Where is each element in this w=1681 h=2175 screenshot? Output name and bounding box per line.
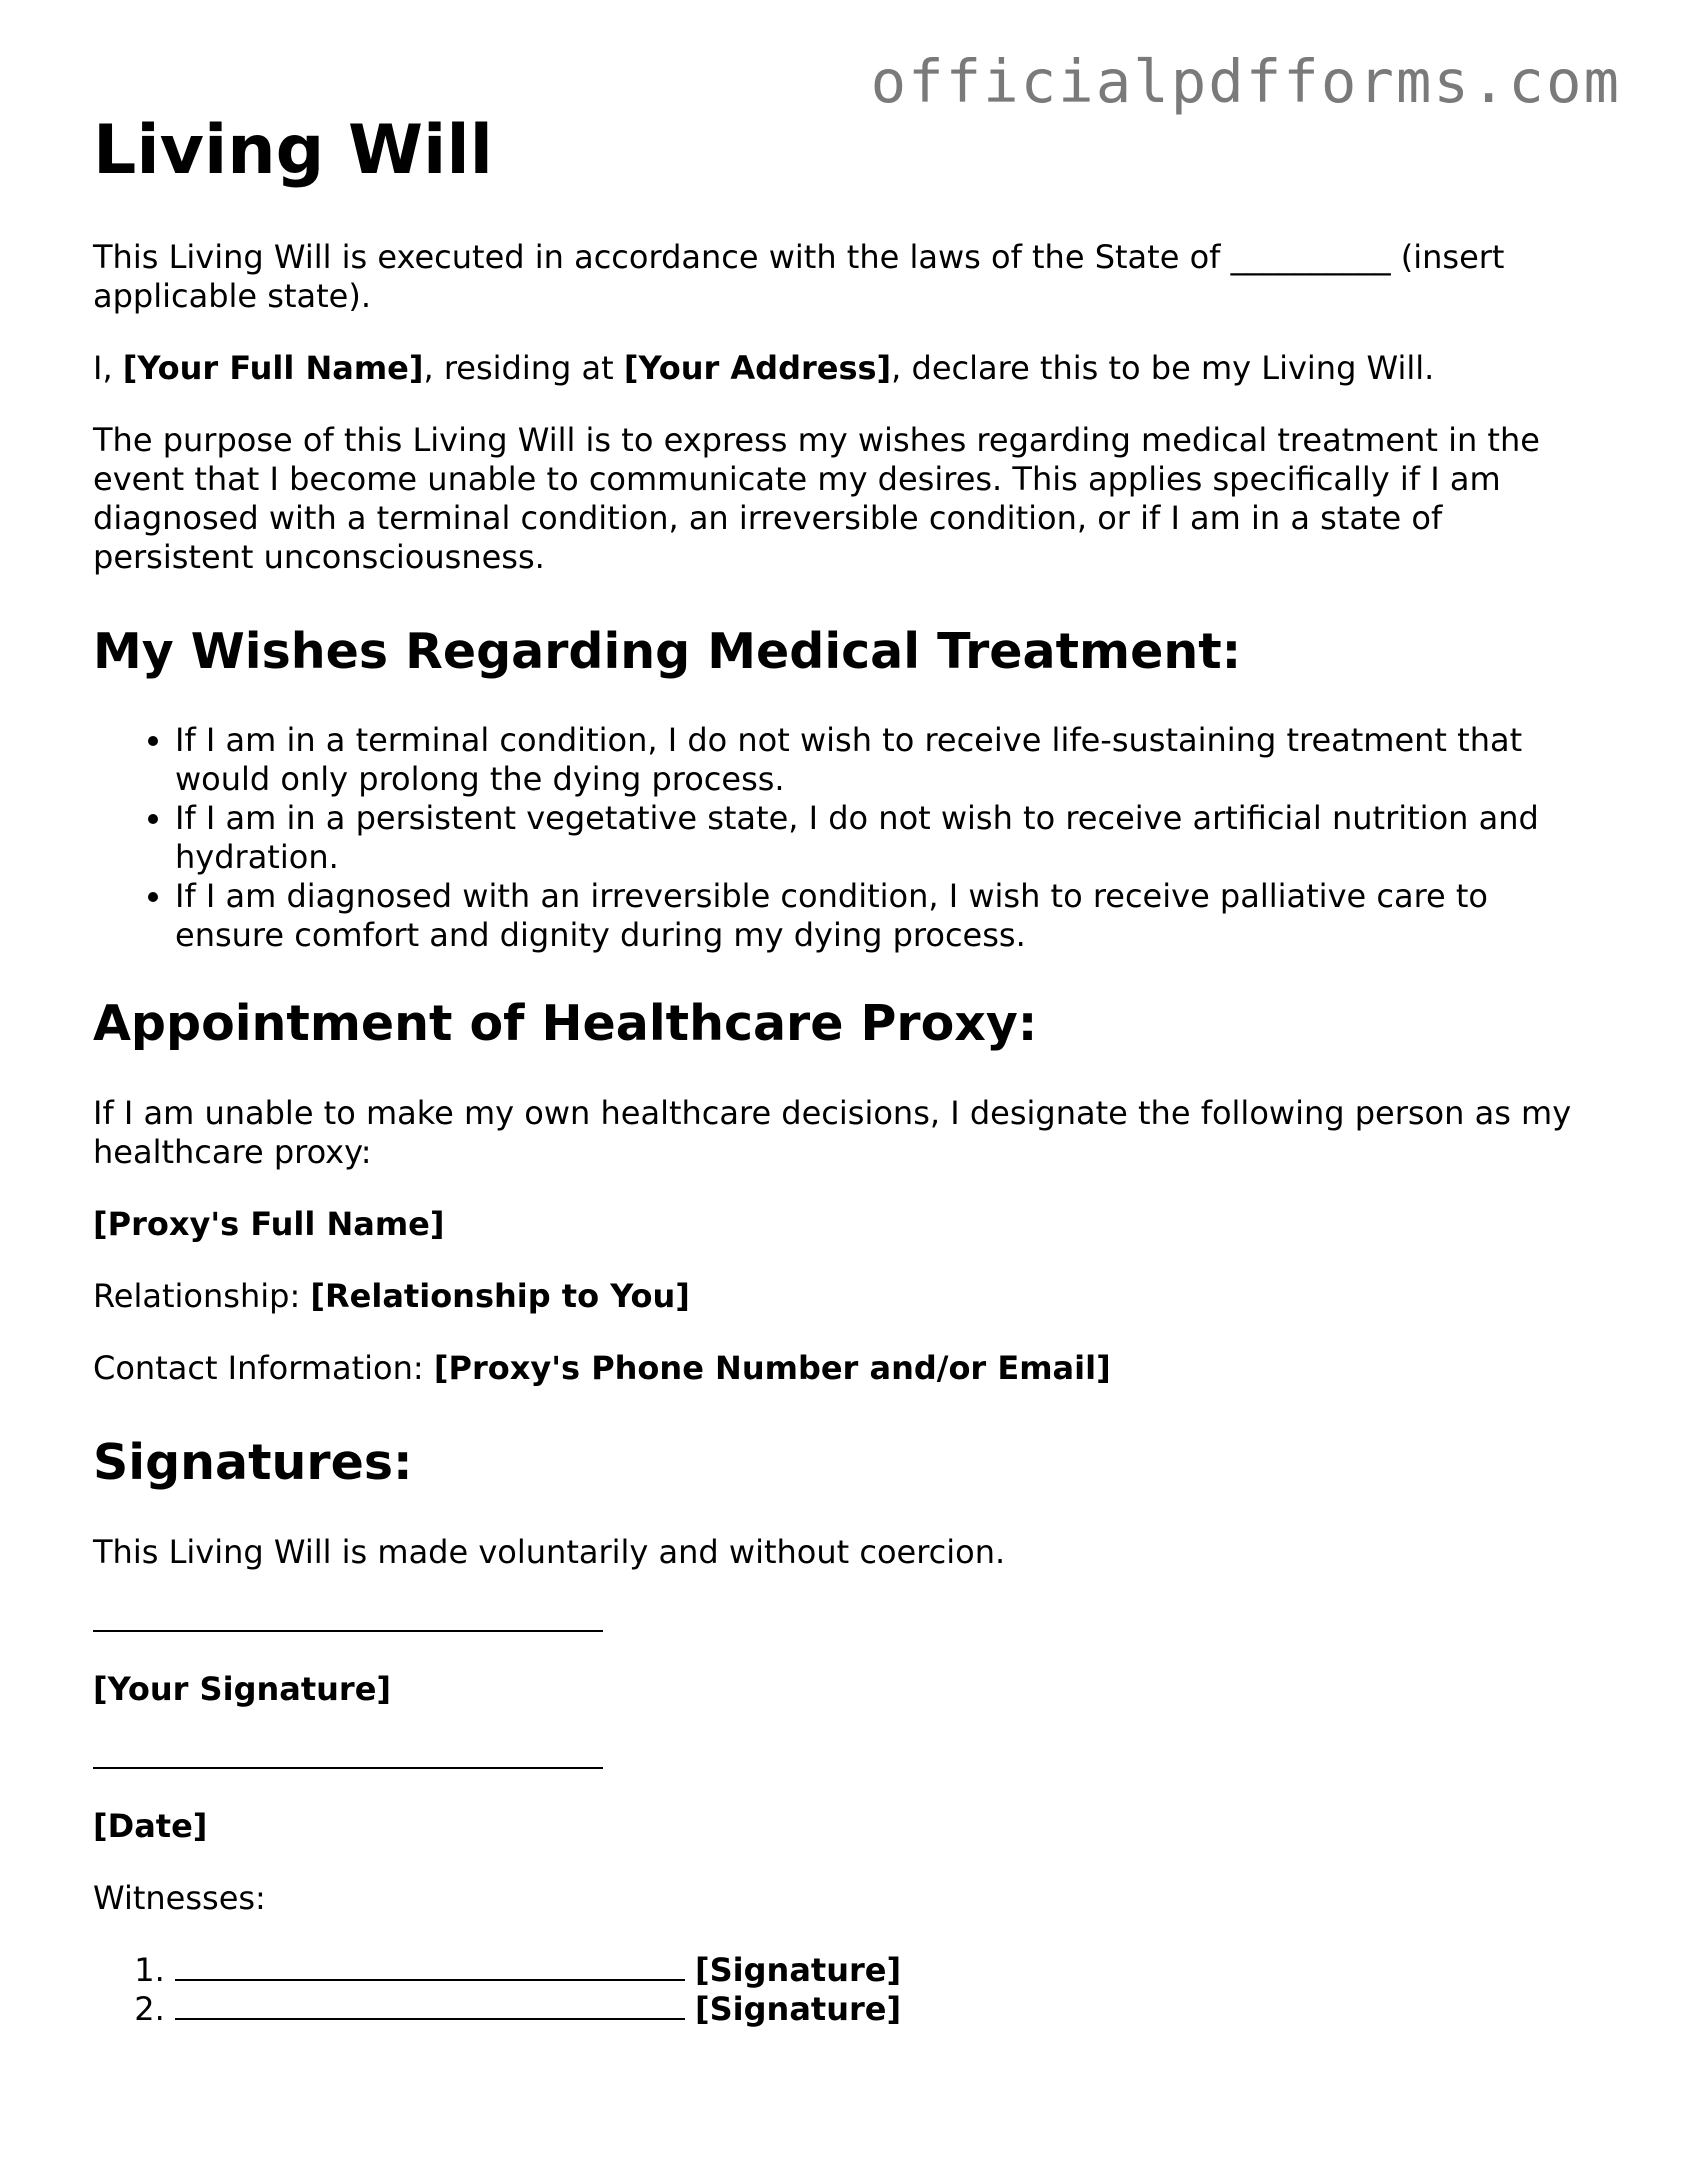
your-signature-label: [Your Signature] [93, 1669, 392, 1708]
proxy-relationship-line [93, 1277, 1593, 1316]
page-title: Living Will [93, 111, 493, 190]
witnesses-label: Witnesses: [93, 1878, 266, 1917]
wish-item: • If I am diagnosed with an irreversible condition, I wish to receive palliative care to ensure comfort and dignity during my dying process. [175, 877, 1593, 955]
witness-item [175, 1951, 1593, 1990]
watermark-logo: officialpdfforms.com [870, 47, 1621, 116]
your-signature-caption [93, 1670, 1593, 1709]
your-signature-line[interactable] [93, 1630, 603, 1632]
date-caption [93, 1807, 1593, 1846]
wishes-list [93, 721, 1593, 955]
wish-item: • If I am in a terminal condition, I do not wish to receive life-sustaining treatment that would only prolong the dying process. [175, 721, 1593, 799]
full-name-placeholder: [Your Full Name] [122, 348, 424, 387]
witness-signature-label: [Signature] [695, 1989, 902, 2028]
declaration-mid: , residing at [423, 348, 624, 387]
wish-item: • If I am in a persistent vegetative state, I do not wish to receive artificial nutrition and hydration. [175, 799, 1593, 877]
witness-signature-line[interactable] [175, 1990, 685, 2020]
declaration-prefix: I, [93, 348, 123, 387]
witness-item [175, 1990, 1593, 2029]
proxy-heading: Appointment of Healthcare Proxy: [93, 995, 1038, 1053]
declaration-suffix: , declare this to be my Living Will. [891, 348, 1435, 387]
witness-signature-line[interactable] [175, 1951, 685, 1981]
date-label: [Date] [93, 1806, 208, 1845]
signatures-heading: Signatures: [93, 1434, 413, 1492]
contact-placeholder: [Proxy's Phone Number and/or Email] [433, 1349, 1111, 1388]
proxy-name-line [93, 1205, 1593, 1244]
address-placeholder: [Your Address] [623, 348, 892, 387]
state-paragraph: This Living Will is executed in accordance with the laws of the State of __________ (insert applicable state). [93, 237, 1505, 315]
witnesses-list [93, 1951, 1593, 2029]
wishes-heading: My Wishes Regarding Medical Treatment: [93, 622, 1242, 680]
contact-label: Contact Information: [93, 1349, 434, 1388]
proxy-contact-line [93, 1349, 1593, 1388]
date-line[interactable] [93, 1767, 603, 1769]
document-page [93, 110, 1593, 2029]
proxy-name-placeholder: [Proxy's Full Name] [93, 1205, 445, 1244]
voluntary-statement: This Living Will is made voluntarily and without coercion. [93, 1532, 1006, 1571]
relationship-placeholder: [Relationship to You] [310, 1277, 690, 1316]
witness-signature-label: [Signature] [695, 1950, 902, 1989]
purpose-paragraph: The purpose of this Living Will is to express my wishes regarding medical treatment in the event that I become unable to communicate my desires. This applies specifically if I am diagnosed with a terminal condition, an irreversible condition, or if I am in a state of persistent unconsciousness. [93, 420, 1540, 576]
proxy-paragraph: If I am unable to make my own healthcare decisions, I designate the following person as my healthcare proxy: [93, 1094, 1572, 1172]
declaration-paragraph [93, 349, 1593, 388]
relationship-label: Relationship: [93, 1277, 311, 1316]
